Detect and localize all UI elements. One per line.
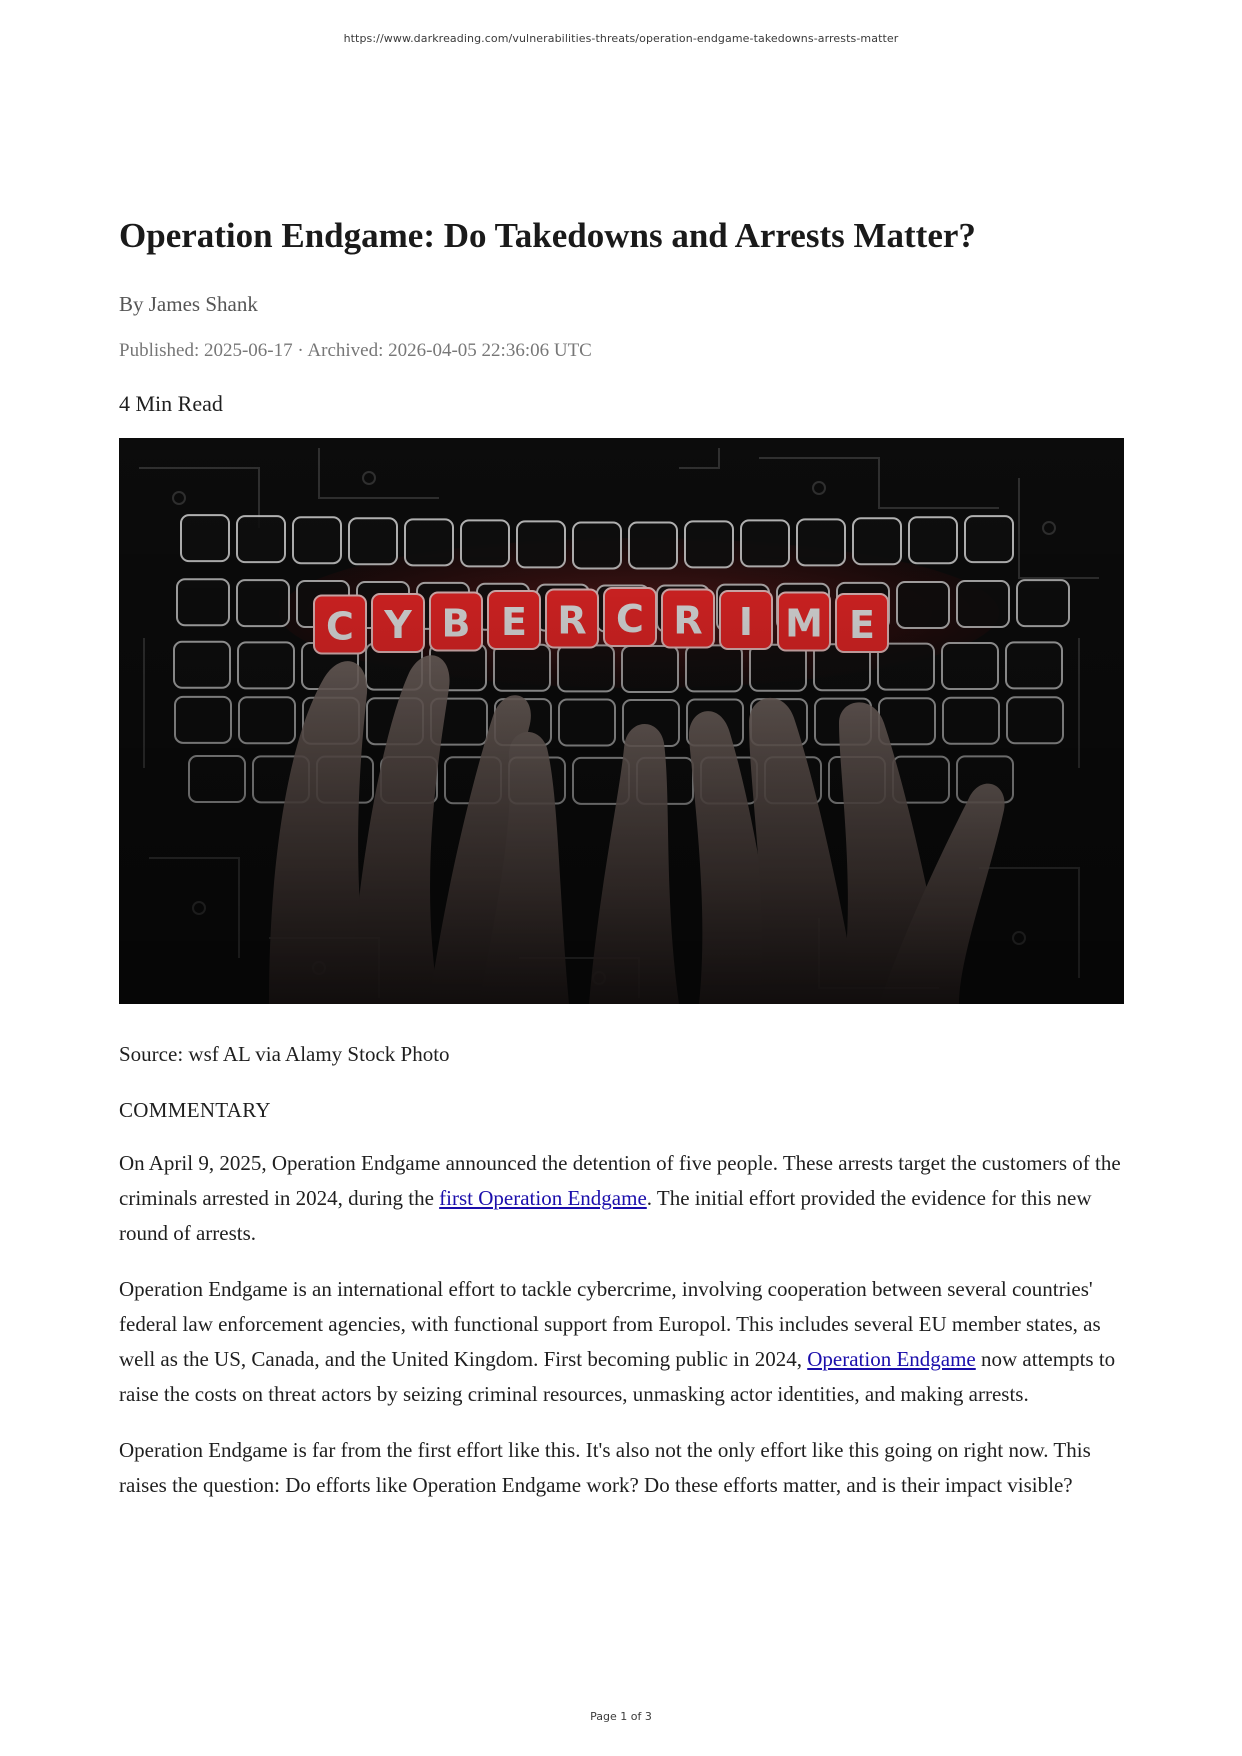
paragraph-1-text-a: On April 9, 2025, Operation Endgame announced the detention of five people. These arrests target the customers of the criminals arrested in 2024, during the	[119, 1151, 1121, 1210]
paragraph-1	[119, 1146, 1124, 1251]
paragraph-2-text-a: Operation Endgame is an international effort to tackle cybercrime, involving cooperation between several countries' federal law enforcement agencies, with functional support from Europol. This includes several EU member states, as well as the US, Canada, and the United Kingdom. First becoming public in 2024,	[119, 1277, 1101, 1371]
article	[119, 212, 1124, 1503]
paragraph-2-text-b: now attempts to raise the costs on threat actors by seizing criminal resources, unmasking actor identities, and making arrests.	[119, 1347, 1116, 1406]
page-footer: Page 1 of 3	[590, 1710, 652, 1723]
article-dates: Published: 2025-06-17 · Archived: 2026-04-05 22:36:06 UTC	[119, 340, 592, 361]
paragraph-1-text-b: . The initial effort provided the evidence for this new round of arrests.	[119, 1186, 1092, 1245]
image-caption: Source: wsf AL via Alamy Stock Photo	[119, 1042, 450, 1066]
paragraph-2	[119, 1272, 1124, 1412]
hero-image	[119, 438, 1124, 1004]
keyboard-hands-image	[119, 438, 1124, 1004]
read-time: 4 Min Read	[119, 391, 223, 416]
paragraph-3: Operation Endgame is far from the first effort like this. It's also not the only effort like this going on right now. This raises the question: Do efforts like Operation Endgame work? Do these efforts matter, and is their impact visible?	[119, 1438, 1091, 1497]
operation-endgame-link[interactable]: Operation Endgame	[807, 1347, 976, 1371]
article-kicker: COMMENTARY	[119, 1098, 271, 1122]
article-title: Operation Endgame: Do Takedowns and Arrests Matter?	[119, 216, 976, 255]
first-operation-endgame-link[interactable]: first Operation Endgame	[439, 1186, 647, 1210]
page-url-header: https://www.darkreading.com/vulnerabilities-threats/operation-endgame-takedowns-arrests-matter	[343, 32, 899, 45]
article-byline: By James Shank	[119, 292, 258, 316]
